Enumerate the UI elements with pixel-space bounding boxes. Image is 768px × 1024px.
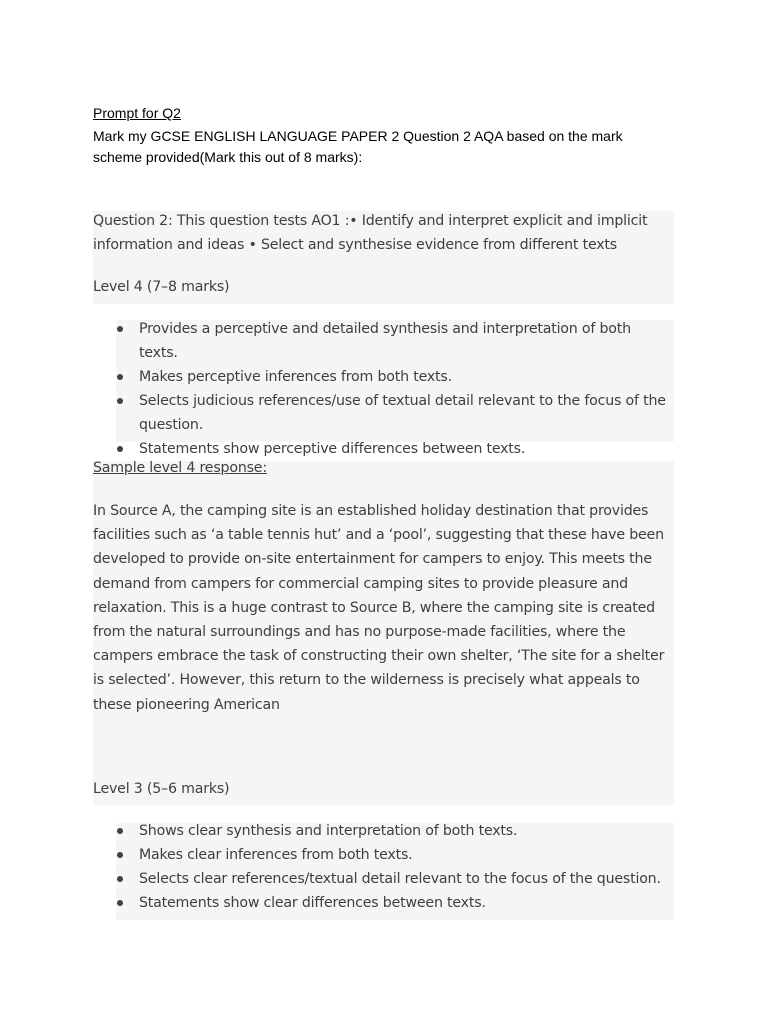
level-4-heading: Level 4 (7–8 marks): [93, 279, 230, 295]
list-item: Provides a perceptive and detailed synthesis and interpretation of both texts.: [116, 317, 672, 365]
question-text: Question 2: This question tests AO1 :• Identify and interpret explicit and implicit information and ideas • Select and synthesise evidence from different texts: [93, 213, 648, 253]
list-item: Shows clear synthesis and interpretation of both texts.: [116, 819, 672, 843]
list-item: Selects judicious references/use of textual detail relevant to the focus of the question.: [116, 389, 672, 437]
level-4-bullet-list: [116, 317, 672, 461]
level-3-heading: Level 3 (5–6 marks): [93, 781, 230, 797]
sample-heading: Sample level 4 response:: [93, 460, 267, 476]
list-item: Selects clear references/textual detail relevant to the focus of the question.: [116, 867, 672, 891]
list-item: Statements show perceptive differences between texts.: [116, 437, 672, 461]
prompt-heading: Prompt for Q2: [93, 105, 181, 121]
sample-response-text: In Source A, the camping site is an established holiday destination that provides facilities such as ‘a table tennis hut’ and a ‘pool’, suggesting that these have been developed to provide on-site entertainment for campers to enjoy. This meets the demand from campers for commercial camping sites to provide pleasure and relaxation. This is a huge contrast to Source B, where the camping site is created from the natural surroundings and has no purpose-made facilities, where the campers embrace the task of constructing their own shelter, ‘The site for a shelter is selected’. However, this return to the wilderness is precisely what appeals to these pioneering American: [93, 503, 665, 713]
list-item: Makes clear inferences from both texts.: [116, 843, 672, 867]
level-3-bullet-list: [116, 819, 672, 915]
list-item: Statements show clear differences between texts.: [116, 891, 672, 915]
list-item: Makes perceptive inferences from both texts.: [116, 365, 672, 389]
prompt-text: Mark my GCSE ENGLISH LANGUAGE PAPER 2 Question 2 AQA based on the mark scheme provided(Mark this out of 8 marks):: [93, 128, 623, 165]
